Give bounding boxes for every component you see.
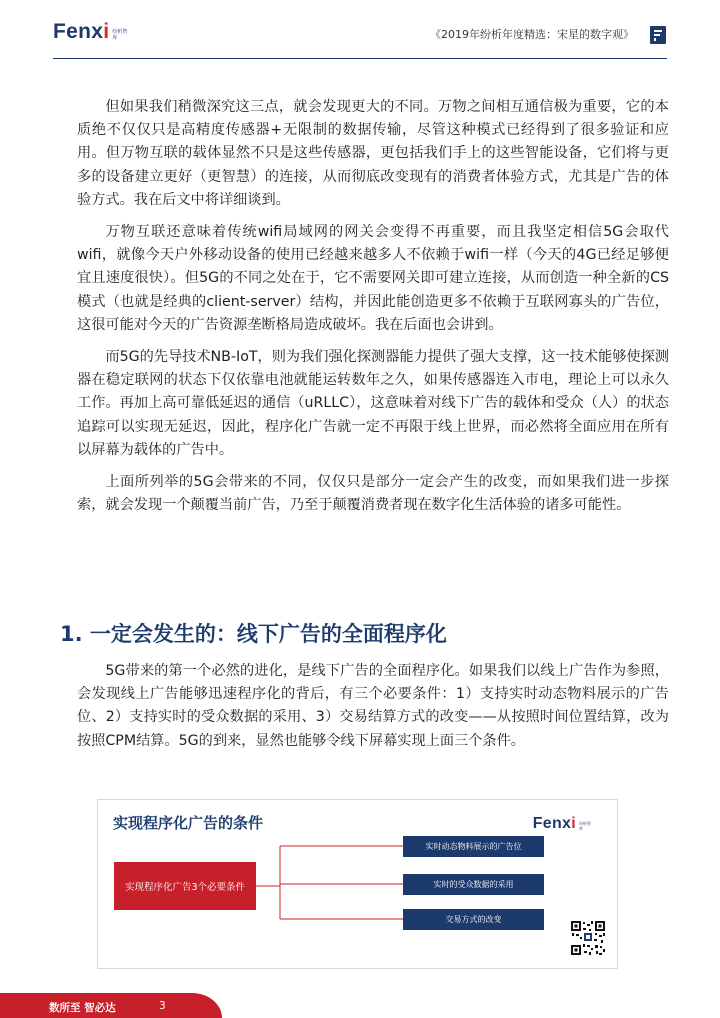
logo-text xyxy=(53,20,109,44)
figure-main-box: 实现程序化广告3个必要条件 xyxy=(114,862,256,910)
qr-code-icon xyxy=(570,920,606,956)
header-divider xyxy=(53,58,667,59)
logo-subtitle: 纷析智库 xyxy=(112,29,128,41)
page-number: 3 xyxy=(159,1000,166,1012)
body-text-top xyxy=(77,96,669,526)
document-title: 《2019年纷析年度精选：宋星的数字观》 xyxy=(430,28,634,41)
figure-condition-item: 交易方式的改变 xyxy=(403,909,544,930)
logo-accent-letter: i xyxy=(103,20,110,43)
footer-slogan: 数所至 智必达 xyxy=(49,1002,116,1014)
paragraph: 而5G的先导技术NB-IoT，则为我们强化探测器能力提供了强大支撑，这一技术能够使探测器在稳定联网的状态下仅依靠电池就能运转数年之久，如果传感器连入市电，理论上可以永久工作。再加上高可靠低延迟的通信（uRLLC），这意味着对线下广告的载体和受众（人）的状态追踪可以实现无延迟，因此，程序化广告就一定不再限于线上世界，而必然将全面应用在所有以屏幕为载体的广告中。 xyxy=(77,349,669,458)
figure-condition-item: 实时动态物料展示的广告位 xyxy=(403,836,544,857)
page-header xyxy=(0,0,720,66)
document-icon xyxy=(650,26,666,44)
paragraph: 5G带来的第一个必然的进化，是线下广告的全面程序化。如果我们以线上广告作为参照，会发现线上广告能够迅速程序化的背后，有三个必要条件：1）支持实时动态物料展示的广告位、2）支持实时的受众数据的采用、3）交易结算方式的改变——从按照时间位置结算，改为按照CPM结算。5G的到来，显然也能够令线下屏幕实现上面三个条件。 xyxy=(77,663,669,749)
figure-condition-item: 实时的受众数据的采用 xyxy=(403,874,544,895)
paragraph: 万物互联还意味着传统wifi局域网的网关会变得不再重要，而且我坚定相信5G会取代wifi，就像今天户外移动设备的使用已经越来越多人不依赖于wifi一样（今天的4G已经足够便宜且速度很快）。但5G的不同之处在于，它不需要网关即可建立连接，从而创造一种全新的CS模式（也就是经典的client-server）结构，并因此能创造更多不依赖于互联网寡头的广告位，这很可能对今天的广告资源垄断格局造成破坏。我在后面也会讲到。 xyxy=(77,224,669,333)
body-text-section xyxy=(77,660,669,762)
paragraph: 上面所列举的5G会带来的不同，仅仅只是部分一定会产生的改变，而如果我们进一步探索，就会发现一个颠覆当前广告，乃至于颠覆消费者现在数字化生活体验的诸多可能性。 xyxy=(77,474,669,514)
paragraph: 但如果我们稍微深究这三点，就会发现更大的不同。万物之间相互通信极为重要，它的本质绝不仅仅只是高精度传感器+无限制的数据传输，尽管这种模式已经得到了很多验证和应用。但万物互联的载体显然不只是这些传感器，更包括我们手上的这些智能设备，它们将与更多的设备建立更好（更智慧）的连接，从而彻底改变现有的消费者体验方式，尤其是广告的体验方式。我在后文中将详细谈到。 xyxy=(77,99,669,208)
figure-logo-text: Fenxi xyxy=(532,815,576,832)
figure-title: 实现程序化广告的条件 xyxy=(113,814,264,832)
logo-wordmark: Fenxi xyxy=(53,20,110,43)
fenxi-logo xyxy=(53,20,128,44)
section-heading: 1. 一定会发生的：线下广告的全面程序化 xyxy=(60,622,447,646)
programmatic-ad-conditions-figure xyxy=(97,799,618,969)
figure-logo-subtitle: 纷析智库 xyxy=(579,821,591,831)
logo-accent-letter: i xyxy=(571,815,576,832)
